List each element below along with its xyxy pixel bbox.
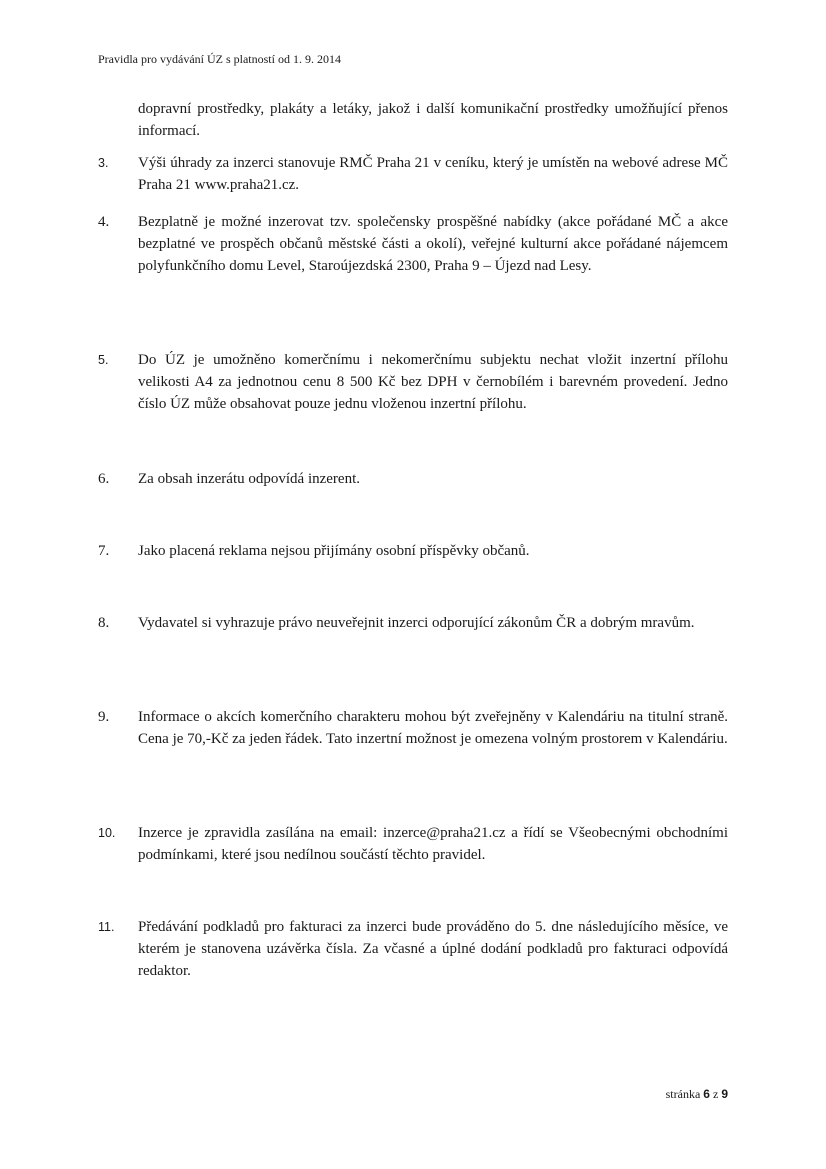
page-total: 9 [721,1087,728,1101]
item-text: Bezplatně je možné inzerovat tzv. společensky prospěšné nabídky (akce pořádané MČ a akce bezplatné ve prospěch občanů městské části a okolí), veřejné kulturní akce pořádané nájemcem polyfunkčního domu Level, Staroújezdská 2300, Praha 9 – Újezd nad Lesy. [138,214,728,274]
item-text: Jako placená reklama nejsou přijímány osobní příspěvky občanů. [138,543,530,559]
item-number: 11. [98,920,115,934]
item-text: Inzerce je zpravidla zasílána na email: inzerce@praha21.cz a řídí se Všeobecnými obchodními podmínkami, které jsou nedílnou součástí těchto pravidel. [138,825,728,863]
list-item [98,706,728,750]
item-text: Vydavatel si vyhrazuje právo neuveřejnit inzerci odporující zákonům ČR a dobrým mravům. [138,615,695,631]
item-number: 8. [98,615,110,631]
page-header: Pravidla pro vydávání ÚZ s platností od 1. 9. 2014 [98,52,341,66]
page-label: stránka [665,1087,701,1101]
item-number: 4. [98,214,110,230]
list-item [98,152,728,196]
item-text: Za obsah inzerátu odpovídá inzerent. [138,471,360,487]
list-item [98,468,728,490]
page-separator: z [712,1087,719,1101]
item-text: Předávání podkladů pro fakturaci za inzerci bude prováděno do 5. dne následujícího měsíce, ve kterém je stanovena uzávěrka čísla. Za včasné a úplné dodání podkladů pro fakturaci odpovídá redaktor. [138,919,728,979]
list-item [98,349,728,415]
list-item [98,211,728,277]
item-number: 7. [98,543,110,559]
item-number: 9. [98,709,110,725]
item-text: Výši úhrady za inzerci stanovuje RMČ Praha 21 v ceníku, který je umístěn na webové adrese MČ Praha 21 www.praha21.cz. [138,155,728,193]
page-number: 6 [703,1087,710,1101]
list-item [98,822,728,866]
list-item [98,612,728,634]
list-item [98,916,728,982]
list-item [98,540,728,562]
item-text: Do ÚZ je umožněno komerčnímu i nekomerčnímu subjektu nechat vložit inzertní přílohu velikosti A4 za jednotnou cenu 8 500 Kč bez DPH v černobílém i barevném provedení. Jedno číslo ÚZ může obsahovat pouze jednu vloženou inzertní přílohu. [138,352,728,412]
item-number: 6. [98,471,110,487]
page-footer [666,1087,728,1102]
paragraph-text: dopravní prostředky, plakáty a letáky, jakož i další komunikační prostředky umožňující přenos informací. [138,101,728,139]
item-number: 10. [98,826,116,840]
item-number: 5. [98,353,109,367]
item-number: 3. [98,156,109,170]
continuation-paragraph [98,98,728,142]
item-text: Informace o akcích komerčního charakteru mohou být zveřejněny v Kalendáriu na titulní straně. Cena je 70,-Kč za jeden řádek. Tato inzertní možnost je omezena volným prostorem v Kalendáriu. [138,709,728,747]
